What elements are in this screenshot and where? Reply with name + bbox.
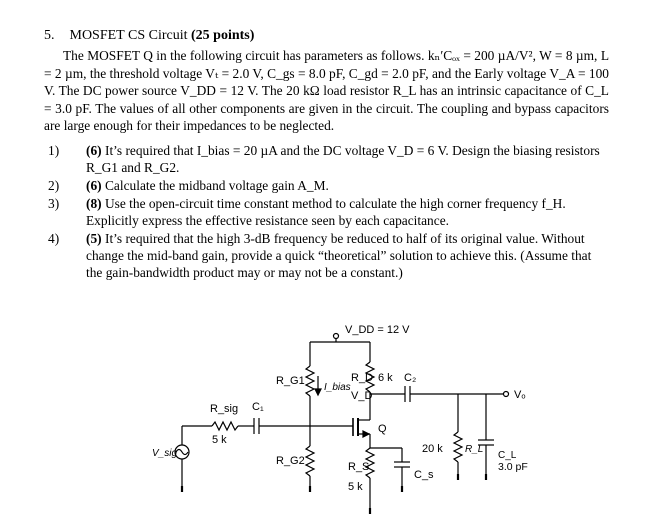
rd-label: R_D (351, 372, 374, 384)
resistor-rsig (212, 422, 238, 430)
rs-label: R_S (348, 461, 370, 473)
problem-title: MOSFET CS Circuit (69, 28, 188, 43)
vo-label: Vₒ (514, 389, 526, 401)
question-text: It’s required that the high 3-dB frequency be reduced to half of its original value. Without change the mid-band gain, provide a quick “theoretical” solution to achieve this. (Assume that the gain-bandwidth product may or may not be a constant.) (86, 231, 592, 280)
question-points: (6) (86, 143, 102, 158)
c1-label: C₁ (252, 401, 264, 413)
rsig-label: R_sig (210, 403, 239, 415)
problem-number: 5. (44, 28, 55, 43)
rl-value: 20 k (422, 443, 443, 455)
question-number: 4) (48, 231, 60, 246)
cl-value: 3.0 pF (498, 461, 528, 473)
question-points: (6) (86, 178, 102, 193)
question-points: (8) (86, 196, 102, 211)
ibias-arrowhead (315, 389, 321, 395)
rd-value: 6 k (378, 372, 393, 384)
rl-label: R_L (465, 444, 484, 455)
vdd-terminal (334, 334, 339, 339)
question-text: It’s required that I_bias = 20 µA and the DC voltage V_D = 6 V. Design the biasing resistors R_G1 and R_G2. (86, 143, 600, 175)
question-text: Calculate the midband voltage gain A_M. (104, 178, 329, 193)
vdd-label: V_DD = 12 V (345, 324, 410, 336)
question-number: 1) (48, 143, 60, 158)
resistor-rg2 (306, 446, 314, 476)
rg1-label: R_G1 (276, 375, 305, 387)
cs-label: C_s (414, 469, 434, 481)
rs-value: 5 k (348, 481, 363, 493)
rsig-value: 5 k (212, 434, 227, 446)
resistor-rl (454, 432, 462, 462)
cl-label: C_L (498, 450, 517, 461)
resistor-rg1 (306, 366, 314, 396)
question-points: (5) (86, 231, 102, 246)
ibias-label: I_bias (324, 382, 351, 393)
rg2-label: R_G2 (276, 455, 305, 467)
q-label: Q (378, 423, 387, 435)
mosfet-arrow (363, 431, 369, 437)
c2-label: C₂ (404, 372, 417, 384)
vd-label: V_D (351, 390, 373, 402)
question-number: 2) (48, 178, 60, 193)
output-terminal (504, 392, 509, 397)
question-text: Use the open-circuit time constant method to calculate the high corner frequency f_H. Explicitly express the effective resistance seen by each capacitance. (86, 196, 566, 228)
problem-points: (25 points) (191, 28, 255, 43)
signal-source-wave (176, 450, 188, 455)
vsig-label: V_sig (152, 448, 178, 459)
problem-intro: The MOSFET Q in the following circuit has parameters as follows. kₙ′Cₒₓ = 200 µA/V², W = 8 µm, L = 2 µm, the threshold voltage Vₜ = 2.0 V, C_gs = 8.0 pF, C_gd = 2.0 pF, and the Early voltage V_A = 100 V. The DC power source V_DD = 12 V. The 20 kΩ load resistor R_L has an intrinsic capacitance of C_L = 3.0 pF. The values of all other components are given in the circuit. The coupling and bypass capacitors are large enough for their impedances to be neglected. (44, 48, 609, 134)
question-number: 3) (48, 196, 60, 211)
